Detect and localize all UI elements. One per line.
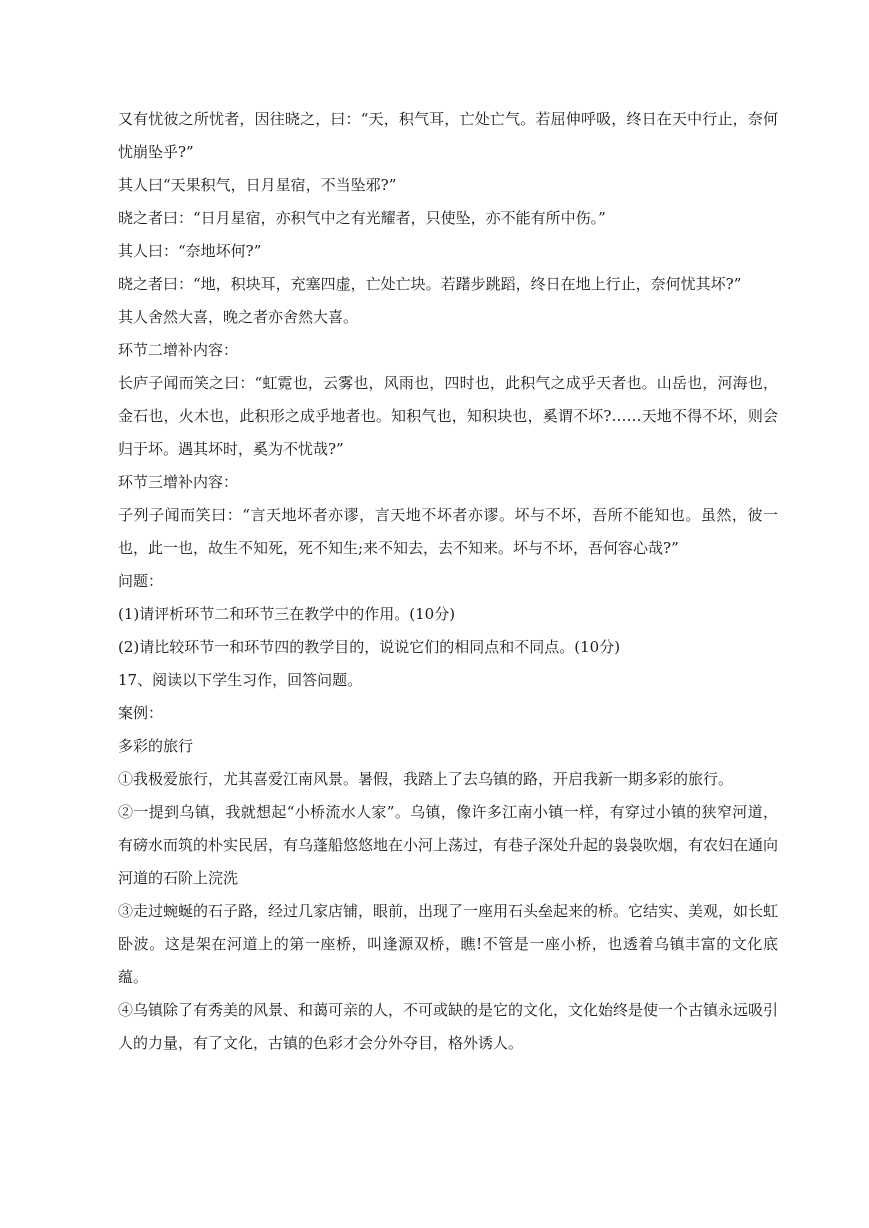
essay-title: 多彩的旅行 (118, 737, 194, 755)
section-heading-stage-3: 环节三增补内容： (118, 473, 239, 491)
essay-paragraph-2: ②一提到乌镇，我就想起“小桥流水人家”。乌镇，像许多江南小镇一样，有穿过小镇的狭窄河道，有磅水而筑的朴实民居，有乌蓬船悠悠地在小河上荡过，有巷子深处升起的袅袅吹烟，有农妇在通向河道的石阶上浣洗 (118, 803, 779, 887)
essay-paragraph-4: ④乌镇除了有秀美的风景、和蔼可亲的人，不可或缺的是它的文化，文化始终是使一个古镇永远吸引人的力量，有了文化，古镇的色彩才会分外夺目，格外诱人。 (118, 1001, 779, 1052)
paragraph-dialogue-6: 其人舍然大喜，晚之者亦舍然大喜。 (118, 308, 359, 326)
document-body (118, 103, 778, 1060)
paragraph-stage-3-text: 子列子闻而笑曰：“言天地坏者亦谬，言天地不坏者亦谬。坏与不坏，吾所不能知也。虽然，彼一也，此一也，故生不知死，死不知生;来不知去，去不知来。坏与不坏，吾何容心哉?” (118, 506, 778, 557)
question-17-prompt: 17、阅读以下学生习作，回答问题。 (118, 671, 363, 689)
essay-paragraph-1: ①我极爱旅行，尤其喜爱江南风景。暑假，我踏上了去乌镇的路，开启我新一期多彩的旅行。 (118, 770, 734, 788)
paragraph-dialogue-1: 又有忧彼之所忧者，因往晓之，曰：“天，积气耳，亡处亡气。若屈伸呼吸，终日在天中行止，奈何忧崩坠乎?” (118, 110, 778, 161)
paragraph-dialogue-3: 晓之者曰：“日月星宿，亦积气中之有光耀者，只使坠，亦不能有所中伤。” (118, 209, 606, 227)
questions-heading: 问题： (118, 572, 164, 590)
section-heading-stage-2: 环节二增补内容： (118, 341, 239, 359)
paragraph-dialogue-2: 其人曰“天果积气，日月星宿，不当坠邪?” (118, 176, 397, 194)
essay-paragraph-3: ③走过蜿蜒的石子路，经过几家店铺，眼前，出现了一座用石头垒起来的桥。它结实、美观，如长虹卧波。这是架在河道上的第一座桥，叫逢源双桥，瞧!不管是一座小桥，也透着乌镇丰富的文化底蕴。 (118, 902, 779, 986)
question-1: (1)请评析环节二和环节三在教学中的作用。(10分) (118, 605, 456, 623)
paragraph-dialogue-5: 晓之者曰：“地，积块耳，充塞四虚，亡处亡块。若躇步跳蹈，终日在地上行止，奈何忧其坏?” (118, 275, 742, 293)
paragraph-stage-2-text: 长庐子闻而笑之曰：“虹霓也，云雾也，风雨也，四时也，此积气之成乎天者也。山岳也，河海也，金石也，火木也，此积形之成乎地者也。知积气也，知积块也，奚谓不坏?……天地不得不坏，则会归于坏。遇其坏时，奚为不忧哉?” (118, 374, 778, 458)
question-2: (2)请比较环节一和环节四的教学目的，说说它们的相同点和不同点。(10分) (118, 638, 621, 656)
case-heading: 案例： (118, 704, 164, 722)
paragraph-dialogue-4: 其人曰：“奈地坏何?” (118, 242, 262, 260)
